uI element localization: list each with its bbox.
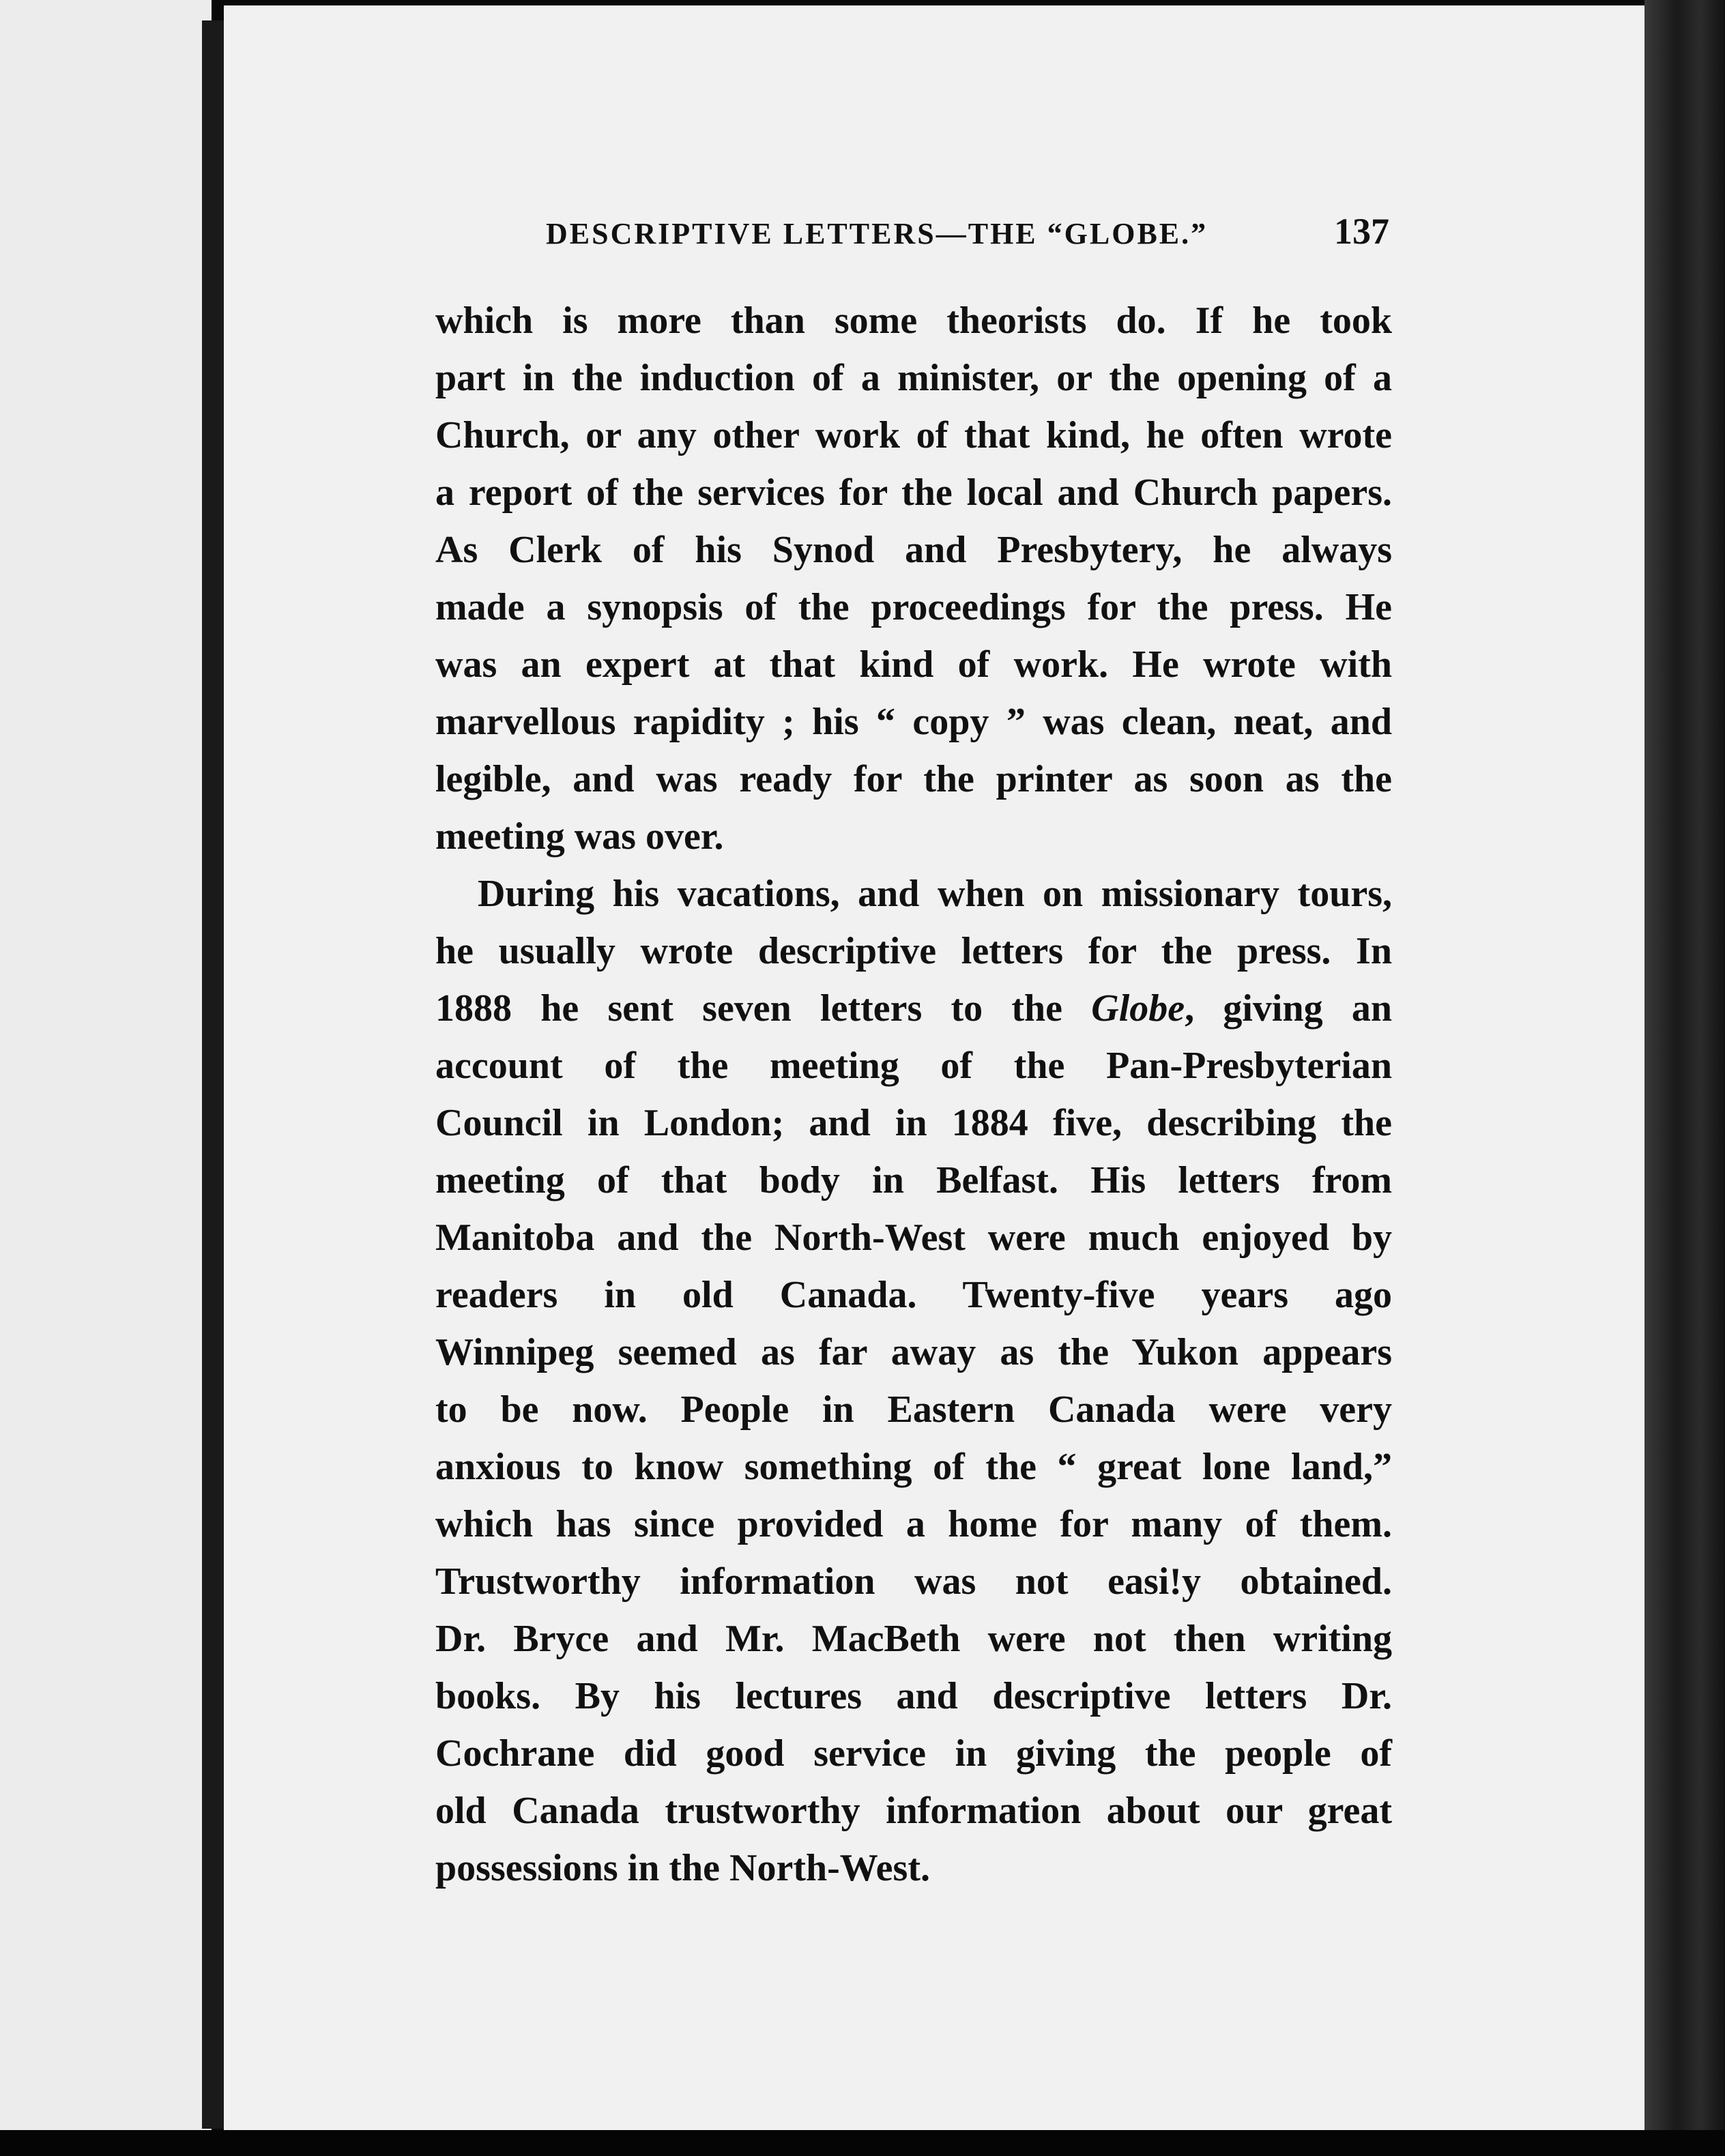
text-segment: , giving an (1185, 987, 1393, 1030)
italic-title-globe: Globe (1091, 987, 1185, 1030)
running-head (546, 210, 1389, 251)
text-line: he usually wrote descriptive letters for the press. In (435, 930, 1392, 972)
left-page-fragment (0, 0, 212, 2136)
text-line: Trustworthy information was not easi!y obtained. (435, 1560, 1392, 1603)
text-line: meeting of that body in Belfast. His letters from (435, 1159, 1392, 1201)
text-line: possessions in the North-West. (435, 1847, 930, 1889)
text-line: to be now. People in Eastern Canada were very (435, 1388, 1392, 1431)
text-line: meeting was over. (435, 815, 724, 858)
text-line: As Clerk of his Synod and Presbytery, he always (435, 529, 1392, 571)
running-title: DESCRIPTIVE LETTERS—THE “GLOBE.” (546, 217, 1208, 250)
text-segment: 1888 he sent seven letters to the (435, 987, 1063, 1030)
text-line: Cochrane did good service in giving the people of (435, 1732, 1392, 1775)
body-text (435, 292, 1392, 1897)
text-line: marvellous rapidity ; his “ copy ” was clean, neat, and (435, 701, 1392, 743)
text-line: readers in old Canada. Twenty-five years ago (435, 1274, 1392, 1316)
text-line: legible, and was ready for the printer as soon as the (435, 758, 1392, 800)
book-gutter (202, 20, 225, 2129)
text-line: a report of the services for the local and Church papers. (435, 471, 1392, 514)
text-line: account of the meeting of the Pan-Presbyterian (435, 1045, 1392, 1087)
text-line: Manitoba and the North-West were much enjoyed by (435, 1217, 1392, 1259)
text-line: books. By his lectures and descriptive letters Dr. (435, 1675, 1392, 1717)
text-line: old Canada trustworthy information about our great (435, 1790, 1392, 1832)
text-line: made a synopsis of the proceedings for the press. He (435, 586, 1392, 628)
text-line: which has since provided a home for many of them. (435, 1503, 1392, 1545)
text-line: Dr. Bryce and Mr. MacBeth were not then writing (435, 1618, 1392, 1660)
scan-border (0, 2130, 1725, 2156)
text-line: anxious to know something of the “ great lone land,” (435, 1446, 1392, 1488)
text-line: During his vacations, and when on missionary tours, (478, 873, 1392, 915)
text-line: which is more than some theorists do. If he took (435, 300, 1392, 342)
text-line: was an expert at that kind of work. He wrote with (435, 643, 1392, 686)
text-line: Council in London; and in 1884 five, describing the (435, 1102, 1392, 1144)
page-number: 137 (1334, 211, 1389, 252)
text-line-with-italic (435, 980, 1392, 1037)
text-line: Winnipeg seemed as far away as the Yukon appears (435, 1331, 1392, 1373)
text-line: Church, or any other work of that kind, he often wrote (435, 414, 1392, 456)
text-line: part in the induction of a minister, or the opening of a (435, 357, 1392, 399)
page-edge-stack (1644, 0, 1725, 2156)
